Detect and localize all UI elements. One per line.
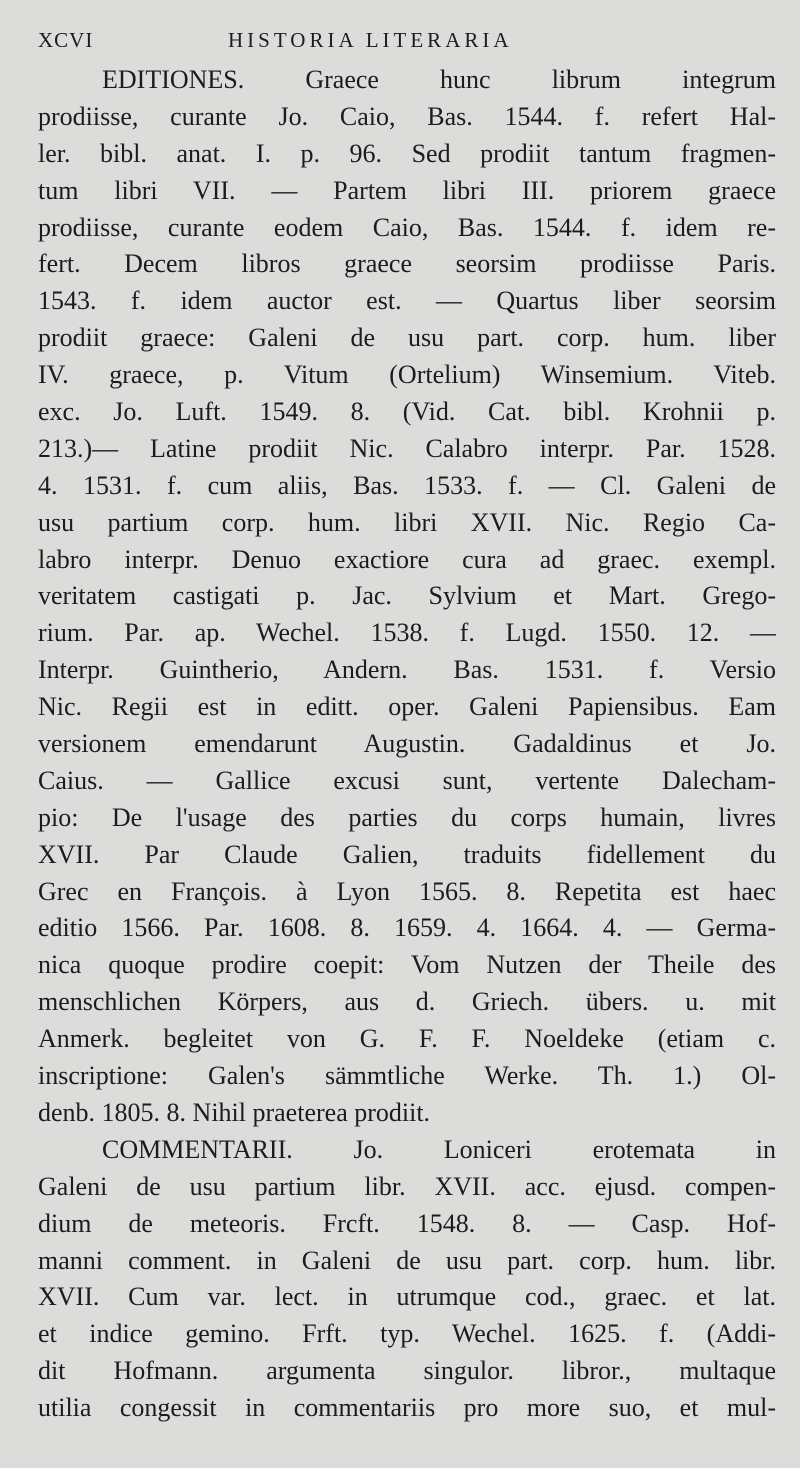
text-line: rium. Par. ap. Wechel. 1538. f. Lugd. 1550. 12. — <box>38 618 776 648</box>
running-head <box>38 22 776 62</box>
text-line: prodiisse, curante Jo. Caio, Bas. 1544. f. refert Hal- <box>38 101 776 131</box>
text-line: versionem emendarunt Augustin. Gadaldinus et Jo. <box>38 729 776 759</box>
text-line: dit Hofmann. argumenta singulor. libror., multaque <box>38 1356 776 1386</box>
text-line: Galeni de usu partium libr. XVII. acc. ejusd. compen- <box>38 1171 776 1201</box>
text-line: IV. graece, p. Vitum (Ortelium) Winsemium. Viteb. <box>38 360 776 390</box>
running-title: HISTORIA LITERARIA <box>228 28 513 52</box>
text-line: 213.)— Latine prodiit Nic. Calabro interpr. Par. 1528. <box>38 433 776 463</box>
text-line: tum libri VII. — Partem libri III. priorem graece <box>38 175 776 205</box>
text-line: ler. bibl. anat. I. p. 96. Sed prodiit tantum fragmen- <box>38 138 776 168</box>
text-line: EDITIONES. Graece hunc librum integrum <box>102 65 776 94</box>
text-line: veritatem castigati p. Jac. Sylvium et Mart. Grego- <box>38 581 776 611</box>
text-line: Grec en François. à Lyon 1565. 8. Repetita est haec <box>38 876 776 906</box>
text-line: 1543. f. idem auctor est. — Quartus liber seorsim <box>38 286 776 316</box>
text-line: labro interpr. Denuo exactiore cura ad graec. exempl. <box>38 544 776 574</box>
page-number: XCVI <box>38 28 94 52</box>
text-line: usu partium corp. hum. libri XVII. Nic. Regio Ca- <box>38 507 776 537</box>
text-line: XVII. Par Claude Galien, traduits fidellement du <box>38 839 776 869</box>
text-line: Nic. Regii est in editt. oper. Galeni Papiensibus. Eam <box>38 692 776 722</box>
text-line: Interpr. Guintherio, Andern. Bas. 1531. f. Versio <box>38 655 776 685</box>
text-line: et indice gemino. Frft. typ. Wechel. 1625. f. (Addi- <box>38 1319 776 1349</box>
text-line: dium de meteoris. Frcft. 1548. 8. — Casp. Hof- <box>38 1208 776 1238</box>
text-line: COMMENTARII. Jo. Loniceri erotemata in <box>102 1134 776 1164</box>
text-line: inscriptione: Galen's sämmtliche Werke. Th. 1.) Ol- <box>38 1061 776 1091</box>
text-line: XVII. Cum var. lect. in utrumque cod., graec. et lat. <box>38 1282 776 1312</box>
text-line: Anmerk. begleitet von G. F. F. Noeldeke (etiam c. <box>38 1024 776 1054</box>
text-line: fert. Decem libros graece seorsim prodiisse Paris. <box>38 249 776 279</box>
text-line: manni comment. in Galeni de usu part. corp. hum. libr. <box>38 1245 776 1275</box>
text-line: nica quoque prodire coepit: Vom Nutzen der Theile des <box>38 950 776 980</box>
text-line: exc. Jo. Luft. 1549. 8. (Vid. Cat. bibl. Krohnii p. <box>38 397 776 427</box>
text-line: pio: De l'usage des parties du corps humain, livres <box>38 802 776 832</box>
text-line: utilia congessit in commentariis pro more suo, et mul- <box>38 1393 776 1423</box>
text-line: menschlichen Körpers, aus d. Griech. übers. u. mit <box>38 987 776 1017</box>
text-line: editio 1566. Par. 1608. 8. 1659. 4. 1664. 4. — Germa- <box>38 913 776 943</box>
text-line: 4. 1531. f. cum aliis, Bas. 1533. f. — Cl. Galeni de <box>38 470 776 500</box>
text-line: Caius. — Gallice excusi sunt, vertente Dalecham- <box>38 765 776 795</box>
body-text <box>38 62 776 1427</box>
text-line: denb. 1805. 8. Nihil praeterea prodiit. <box>38 1097 431 1127</box>
text-line: prodiit graece: Galeni de usu part. corp. hum. liber <box>38 323 776 353</box>
text-line: prodiisse, curante eodem Caio, Bas. 1544. f. idem re- <box>38 212 776 242</box>
